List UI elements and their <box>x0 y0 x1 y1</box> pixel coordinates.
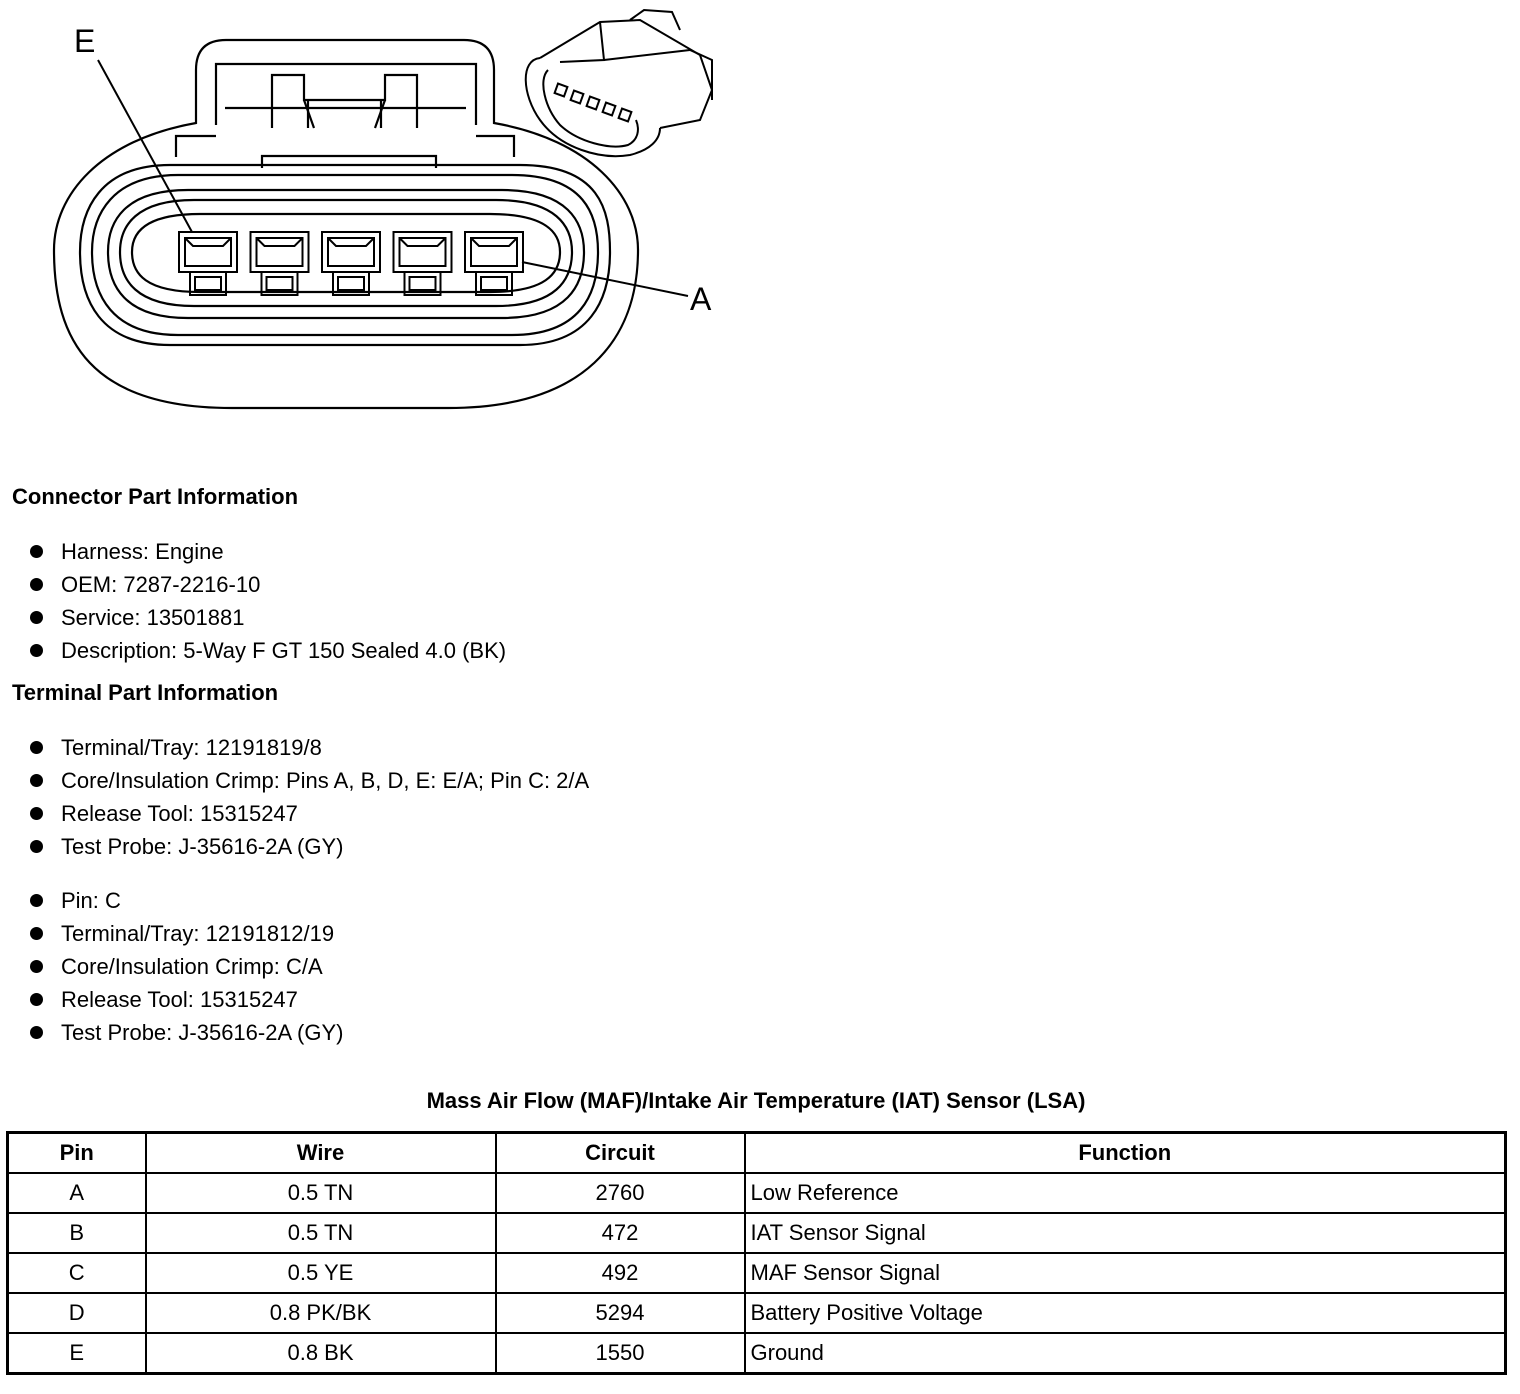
table-row <box>8 1213 1506 1253</box>
cell-function: Battery Positive Voltage <box>745 1293 1506 1333</box>
column-header-function: Function <box>745 1133 1506 1174</box>
column-header-pin: Pin <box>8 1133 146 1174</box>
cell-wire: 0.8 BK <box>146 1333 496 1374</box>
connector-part-info-heading: Connector Part Information <box>12 484 299 509</box>
callout-label-e: E <box>74 23 96 59</box>
cell-circuit: 1550 <box>496 1333 745 1374</box>
cell-pin: E <box>8 1333 146 1374</box>
cell-pin: D <box>8 1293 146 1333</box>
table-row <box>8 1253 1506 1293</box>
list-item: Test Probe: J-35616-2A (GY) <box>30 830 589 863</box>
list-item: Service: 13501881 <box>30 601 506 634</box>
cell-wire: 0.8 PK/BK <box>146 1293 496 1333</box>
connector-face-diagram <box>0 0 760 440</box>
connector-pins <box>179 232 523 295</box>
pin-table <box>6 1131 1507 1375</box>
table-row <box>8 1293 1506 1333</box>
table-row <box>8 1333 1506 1374</box>
pin-cavity <box>394 232 452 295</box>
terminal-part-info-list-2 <box>30 884 343 1049</box>
cell-pin: B <box>8 1213 146 1253</box>
list-item: Release Tool: 15315247 <box>30 983 343 1016</box>
list-item: Terminal/Tray: 12191819/8 <box>30 731 589 764</box>
cell-function: Low Reference <box>745 1173 1506 1213</box>
callout-label-a: A <box>690 281 712 317</box>
list-item: Test Probe: J-35616-2A (GY) <box>30 1016 343 1049</box>
cell-pin: C <box>8 1253 146 1293</box>
column-header-circuit: Circuit <box>496 1133 745 1174</box>
cell-function: MAF Sensor Signal <box>745 1253 1506 1293</box>
list-item: Pin: C <box>30 884 343 917</box>
table-header-row <box>8 1133 1506 1174</box>
list-item: Core/Insulation Crimp: Pins A, B, D, E: E/A; Pin C: 2/A <box>30 764 589 797</box>
pin-cavity <box>322 232 380 295</box>
cell-wire: 0.5 YE <box>146 1253 496 1293</box>
pin-cavity <box>251 232 309 295</box>
list-item: Description: 5-Way F GT 150 Sealed 4.0 (BK) <box>30 634 506 667</box>
pin-cavity <box>465 232 523 295</box>
cell-function: IAT Sensor Signal <box>745 1213 1506 1253</box>
list-item: Core/Insulation Crimp: C/A <box>30 950 343 983</box>
table-row <box>8 1173 1506 1213</box>
cell-circuit: 472 <box>496 1213 745 1253</box>
pin-table-title: Mass Air Flow (MAF)/Intake Air Temperature (IAT) Sensor (LSA) <box>426 1088 1086 1113</box>
connector-perspective-view <box>526 10 712 156</box>
cell-wire: 0.5 TN <box>146 1213 496 1253</box>
cell-function: Ground <box>745 1333 1506 1374</box>
column-header-wire: Wire <box>146 1133 496 1174</box>
list-item: Release Tool: 15315247 <box>30 797 589 830</box>
list-item: Terminal/Tray: 12191812/19 <box>30 917 343 950</box>
connector-part-info-list <box>30 535 506 667</box>
pin-cavity <box>179 232 237 295</box>
cell-circuit: 2760 <box>496 1173 745 1213</box>
list-item: OEM: 7287-2216-10 <box>30 568 506 601</box>
list-item: Harness: Engine <box>30 535 506 568</box>
terminal-part-info-heading: Terminal Part Information <box>12 680 279 705</box>
cell-wire: 0.5 TN <box>146 1173 496 1213</box>
terminal-part-info-list-1 <box>30 731 589 863</box>
cell-circuit: 492 <box>496 1253 745 1293</box>
cell-pin: A <box>8 1173 146 1213</box>
cell-circuit: 5294 <box>496 1293 745 1333</box>
